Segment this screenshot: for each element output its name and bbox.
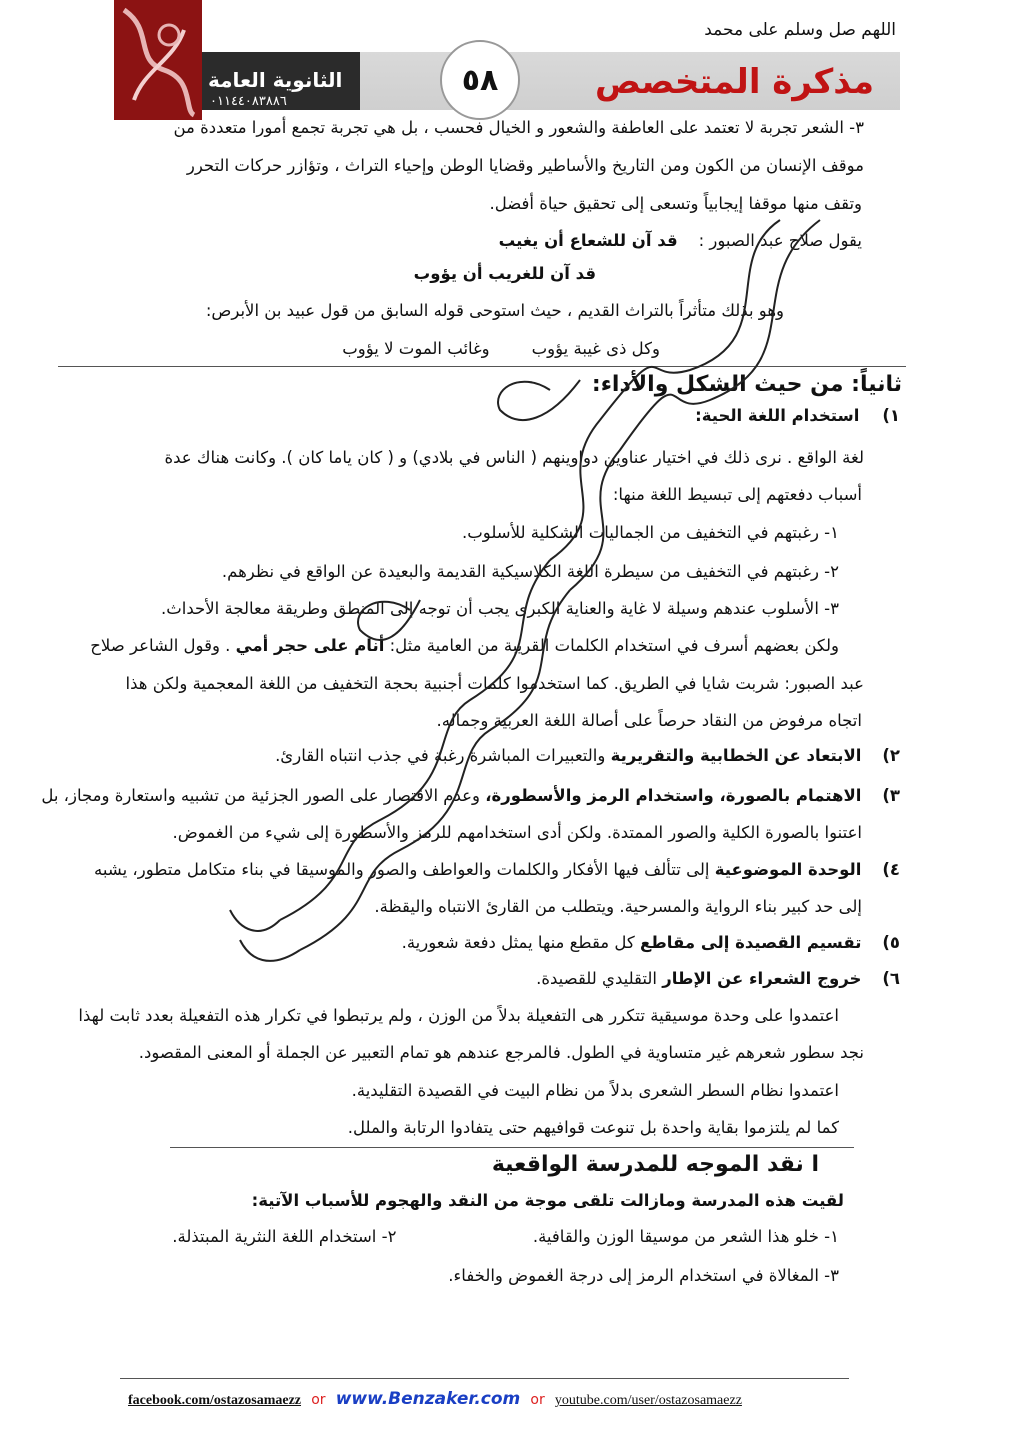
header-prayer: اللهم صل وسلم على محمد [704,20,896,40]
item5-text: كل مقطع منها يمثل دفعة شعورية. [401,933,635,952]
youtube-link[interactable]: youtube.com/user/ostazosamaezz [554,1393,742,1408]
item1-reason-3: ٣- الأسلوب عندهم وسيلة لا غاية والعناية الكبرى يجب أن توجه إلى المنطق وطريقة معالجة الأحداث. [161,599,839,618]
item4-title: الوحدة الموضوعية [714,860,862,879]
school-name: الثانوية العامة [208,68,343,92]
item1-number: ١) [882,406,900,425]
item6-text: التقليدي للقصيدة. [536,969,657,988]
quote-line-1: قد آن للشعاع أن يغيب [498,231,678,250]
influence-line: وهو بذلك متأثراً بالتراث القديم ، حيث استوحى قوله السابق من قول عبيد بن الأبرص: [205,301,784,320]
section-title: ثانياً: من حيث الشكل والأداء: [591,372,902,397]
item3-line-2: اعتنوا بالصورة الكلية والصور الممتدة. ولكن أدى استخدامهم للرمز والأسطورة إلى شيء من الغموض. [172,823,862,842]
footer-or-1: or [311,1392,326,1408]
divider-2 [170,1147,854,1148]
site-link[interactable]: www.Benzaker.com [335,1389,521,1409]
item3-title: الاهتمام بالصورة، واستخدام الرمز والأسطورة، [485,786,862,805]
item4-number: ٤) [882,860,900,879]
footer-divider [120,1378,849,1379]
item4-text: إلى تتألف فيها الأفكار والكلمات والعواطف والصور والموسيقا في بناء متكامل متطور، يشبه [94,860,710,879]
item5-number: ٥) [882,933,900,952]
item1-line-2: أسباب دفعتهم إلى تبسيط اللغة منها: [612,485,862,504]
item2-title: الابتعاد عن الخطابية والتقريرية [610,746,862,765]
intro-line-1: ٣- الشعر تجربة لا تعتمد على العاطفة والشعور و الخيال فحسب ، بل هي تجربة تجمع أمورا متعددة من [173,118,864,137]
item6-line-4: كما لم يلتزموا بقاية واحدة بل تنوعت قوافيهم حتى يتفادوا الرتابة والملل. [347,1118,839,1137]
verse-b: وغائب الموت لا يؤوب [342,339,490,358]
critique-subtitle: لقيت هذه المدرسة ومازالت تلقى موجة من النقد والهجوم للأسباب الآتية: [251,1191,844,1210]
watermark-signature [220,180,840,1000]
facebook-link[interactable]: facebook.com/ostazosamaezz [128,1393,302,1408]
item6-number: ٦) [882,969,900,988]
critique-reason-2: ٢- استخدام اللغة النثرية المبتذلة. [172,1227,397,1246]
verse-a: وكل ذى غيبة يؤوب [531,339,660,358]
critique-title: ا نقد الموجه للمدرسة الواقعية [491,1152,819,1177]
item1-but-a: ولكن بعضهم أسرف في استخدام الكلمات القريبة من العامية مثل: [389,636,839,655]
item1-but-b: . وقول الشاعر صلاح [90,636,231,655]
item1-reason-2: ٢- رغبتهم في التخفيف من سيطرة اللغة الكلاسيكية القديمة والبعيدة عن الواقع في نظرهم. [221,562,839,581]
logo-ornament-icon [114,0,202,120]
brand-title: مذكرة المتخصص [594,62,874,102]
footer-links [128,1389,742,1409]
item1-reason-1: ١- رغبتهم في التخفيف من الجماليات الشكلية للأسلوب. [462,523,839,542]
footer-or-2: or [530,1392,545,1408]
item6-line-3: اعتمدوا نظام السطر الشعرى بدلاً من نظام البيت في القصيدة التقليدية. [351,1081,839,1100]
item6-line-2: نجد سطور شعرهم غير متساوية في الطول. فالمرجع عندهم هو تمام التعبير عن الجملة أو المعنى المقصود. [138,1043,864,1062]
item2-text: والتعبيرات المباشرة رغبة في جذب انتباه القارئ. [275,746,606,765]
item1-line-1: لغة الواقع . نرى ذلك في اختيار عناوين دواوينهم ( الناس في بلادي) و ( كان ياما كان ). وكانت هناك عدة [164,448,864,467]
critique-reasons-row [60,1225,839,1249]
item4-line-2: إلى حد كبير بناء الرواية والمسرحية. ويتطلب من القارئ الانتباه واليقظة. [374,897,862,916]
logo [114,0,202,120]
intro-line-3: وتقف منها موقفا إيجابياً وتسعى إلى تحقيق حياة أفضل. [489,194,862,213]
item3-number: ٣) [882,786,900,805]
quote-intro: يقول صلاح عبد الصبور : [698,231,862,250]
item2-number: ٢) [882,746,900,765]
item6-title: خروج الشعراء عن الإطار [662,969,862,988]
item1-more-1: عبد الصبور: شربت شايا في الطريق. كما استخدموا كلمات أجنبية بحجة التخفيف من اللغة المعجمية ولكن هذا [125,674,864,693]
item1-title: استخدام اللغة الحية: [695,406,860,425]
quote-line-2: قد آن للغريب أن يؤوب [413,264,596,283]
critique-reason-3: ٣- المغالاة في استخدام الرمز إلى درجة الغموض والخفاء. [448,1266,839,1285]
phone-number: ٠١١٤٤٠٨٣٨٨٦ [210,94,287,109]
item5-title: تقسيم القصيدة إلى مقاطع [639,933,862,952]
page-number: ٥٨ [440,40,520,120]
item1-more-2: اتجاه مرفوض من النقاد حرصاً على أصالة اللغة العربية وجماله. [436,711,862,730]
critique-reason-1: ١- خلو هذا الشعر من موسيقا الوزن والقافية. [532,1227,839,1246]
intro-line-2: موقف الإنسان من الكون ومن التاريخ والأساطير وقضايا الوطن وإحياء التراث ، وتؤازر حركات التحرر [186,156,864,175]
item3-text: وعدم الاقتصار على الصور الجزئية من تشبيه واستعارة ومجاز، بل [41,786,480,805]
item6-line-1: اعتمدوا على وحدة موسيقية تتكرر هى التفعيلة بدلاً من الوزن ، ولم يرتبطوا في تكرار هذه التفعيلة بعدد ثابت لهذا [78,1006,839,1025]
item1-but-bold: أنام على حجر أمي [235,636,385,655]
